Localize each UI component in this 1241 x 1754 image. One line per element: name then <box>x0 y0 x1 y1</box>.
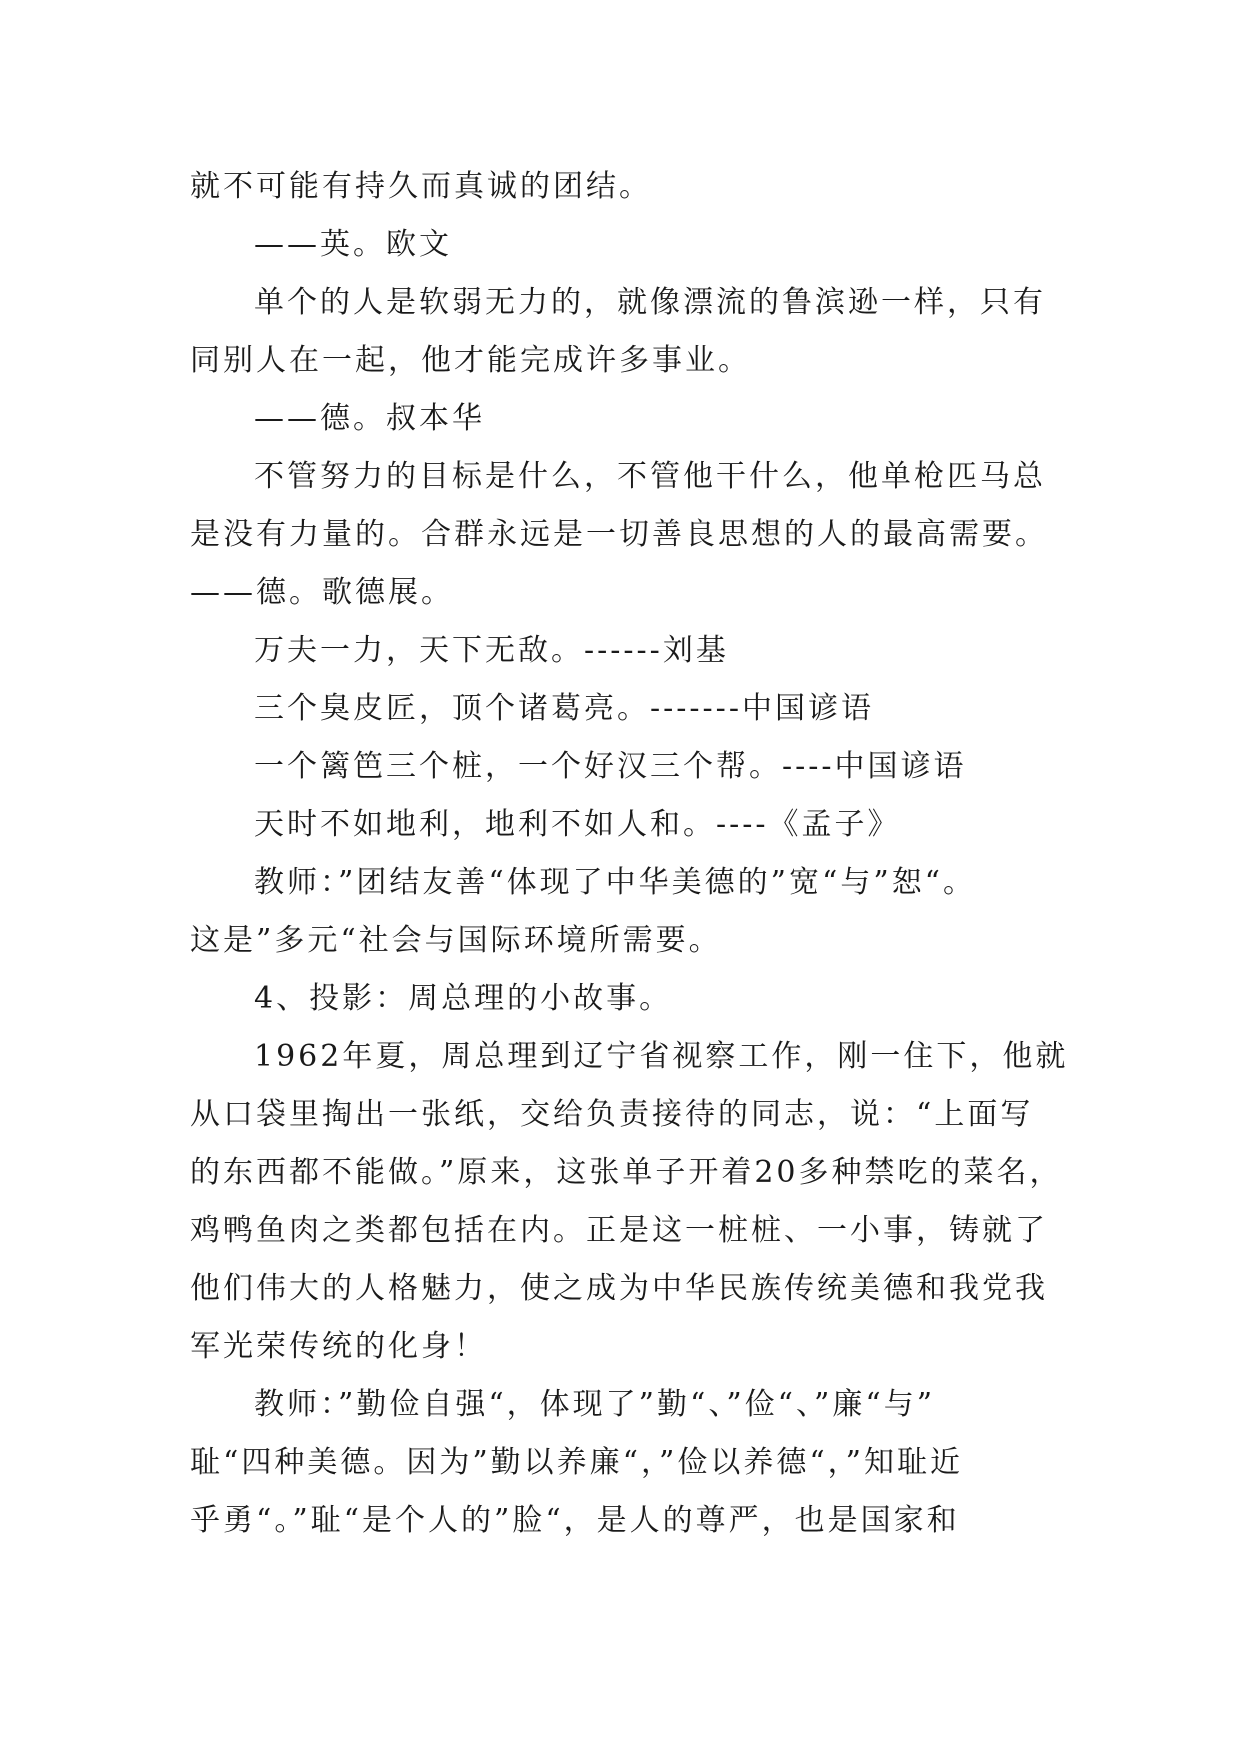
text-line: 就不可能有持久而真诚的团结。 <box>190 169 652 204</box>
text-line: 天时不如地利，地利不如人和。----《孟子》 <box>254 807 901 842</box>
text-line: ——英。欧文 <box>254 227 452 262</box>
text-line: ——德。叔本华 <box>254 401 485 436</box>
text-line: 耻“四种美德。因为”勤以养廉“，”俭以养德“，”知耻近 <box>190 1445 964 1480</box>
text-line: 他们伟大的人格魅力，使之成为中华民族传统美德和我党我 <box>190 1271 1048 1306</box>
text-line: 这是”多元“社会与国际环境所需要。 <box>190 923 722 958</box>
text-line: ——德。歌德展。 <box>190 575 454 610</box>
text-line: 1962年夏，周总理到辽宁省视察工作，刚一住下，他就 <box>254 1039 1069 1074</box>
text-line: 不管努力的目标是什么，不管他干什么，他单枪匹马总 <box>254 459 1046 494</box>
text-line: 乎勇“。”耻“是个人的”脸“，是人的尊严，也是国家和 <box>190 1503 960 1538</box>
text-line: 教师：”团结友善“体现了中华美德的”宽“与”恕“。 <box>254 865 977 900</box>
text-line: 军光荣传统的化身！ <box>190 1329 487 1364</box>
text-line: 三个臭皮匠，顶个诸葛亮。-------中国谚语 <box>254 691 874 726</box>
text-line: 从口袋里掏出一张纸，交给负责接待的同志，说：“上面写 <box>190 1097 1034 1132</box>
text-line: 4、投影：周总理的小故事。 <box>254 981 673 1016</box>
text-line: 万夫一力，天下无敌。------刘基 <box>254 633 729 668</box>
document-body <box>190 158 1069 1550</box>
text-line: 同别人在一起，他才能完成许多事业。 <box>190 343 751 378</box>
text-line: 的东西都不能做。”原来，这张单子开着20多种禁吃的菜名， <box>190 1155 1063 1190</box>
text-line: 鸡鸭鱼肉之类都包括在内。正是这一桩桩、一小事，铸就了 <box>190 1213 1048 1248</box>
text-line: 单个的人是软弱无力的，就像漂流的鲁滨逊一样，只有 <box>254 285 1046 320</box>
text-line: 一个篱笆三个桩，一个好汉三个帮。----中国谚语 <box>254 749 967 784</box>
text-line: 是没有力量的。合群永远是一切善良思想的人的最高需要。 <box>190 517 1048 552</box>
text-line: 教师：”勤俭自强“，体现了”勤“、”俭“、”廉“与” <box>254 1387 936 1422</box>
